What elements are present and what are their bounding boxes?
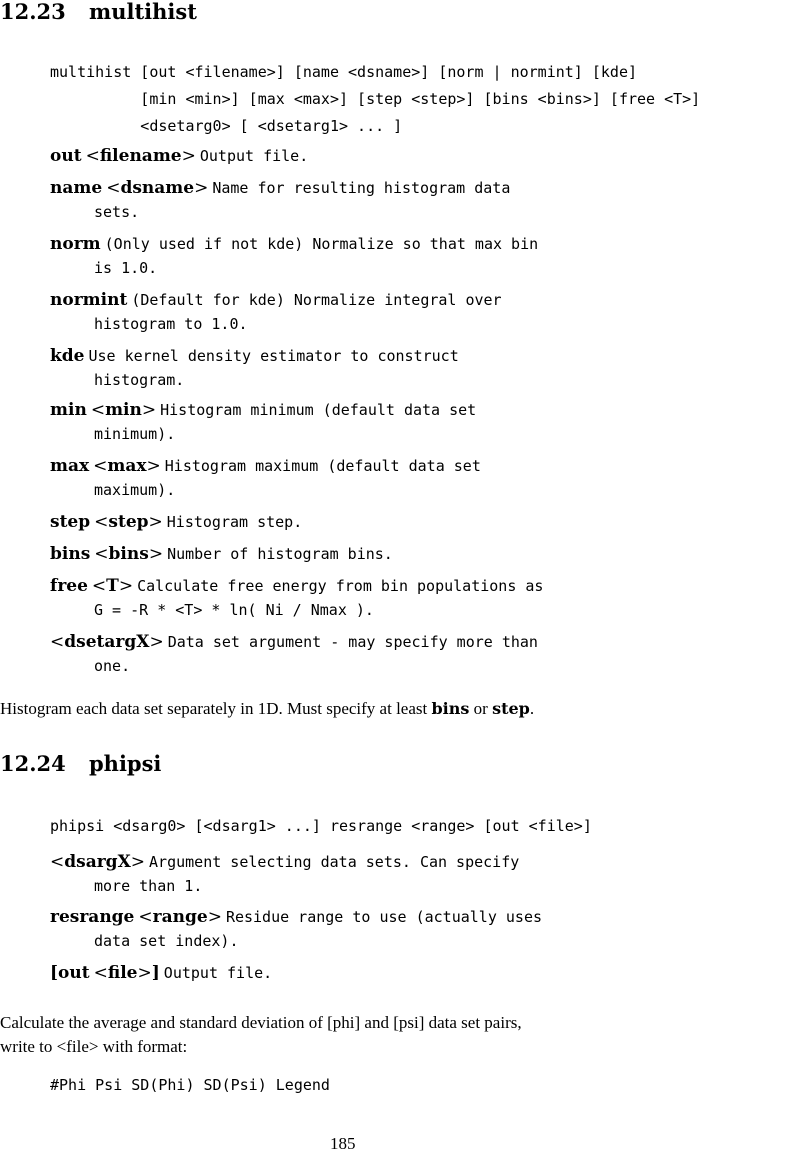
option-key: out — [50, 146, 82, 166]
option-entry — [50, 344, 790, 392]
option-entry — [50, 232, 790, 280]
synopsis-line: multihist [out <filename>] [name <dsname>] [norm | normint] [kde] — [50, 63, 637, 81]
option-desc: (Only used if not kde) Normalize so that max bin — [104, 235, 539, 253]
option-entry: resrange <range> Residue range to use (actually uses data set index). — [50, 905, 790, 953]
format-line: #Phi Psi SD(Phi) SD(Psi) Legend — [50, 1076, 330, 1094]
option-entry: out <filename> Output file. — [50, 146, 309, 166]
option-arg: filename — [99, 146, 182, 166]
option-key: kde — [50, 346, 85, 366]
section-heading-phipsi — [0, 752, 161, 776]
section-title: phipsi — [89, 751, 162, 776]
option-desc: Data set argument - may specify more than — [167, 633, 538, 651]
option-key: norm — [50, 234, 101, 254]
option-desc-cont: histogram to 1.0. — [94, 315, 248, 333]
option-desc-cont: is 1.0. — [94, 259, 158, 277]
option-desc: Use kernel density estimator to construct — [88, 347, 459, 365]
option-entry: [out <file>] Output file. — [50, 963, 273, 983]
synopsis-line: <dsetarg0> [ <dsetarg1> ... ] — [50, 117, 403, 135]
option-key: step — [50, 512, 91, 532]
option-entry: min <min> Histogram minimum (default data set minimum). — [50, 398, 790, 446]
option-desc: Histogram step. — [166, 513, 303, 531]
option-arg: min — [105, 400, 142, 420]
option-arg: dsargX — [64, 852, 131, 872]
option-arg: T — [106, 576, 119, 596]
option-desc-cont: maximum). — [94, 481, 176, 499]
option-arg: dsname — [120, 178, 195, 198]
option-desc: Output file. — [199, 147, 309, 165]
option-key: resrange — [50, 907, 135, 927]
multihist-description: Histogram each data set separately in 1D. Must specify at least bins or step. — [0, 699, 535, 718]
option-key: min — [50, 400, 87, 420]
bold-term: step — [492, 699, 530, 718]
option-entry: free <T> Calculate free energy from bin populations as G = -R * <T> * ln( Ni / Nmax ). — [50, 574, 790, 622]
option-close: ] — [151, 963, 160, 983]
option-desc: Histogram minimum (default data set — [160, 401, 477, 419]
bold-term: bins — [431, 699, 470, 718]
section-heading-multihist — [0, 0, 197, 24]
option-arg: dsetargX — [64, 632, 150, 652]
multihist-synopsis — [50, 59, 700, 140]
option-entry: bins <bins> Number of histogram bins. — [50, 544, 393, 564]
option-arg: range — [152, 907, 208, 927]
option-entry: max <max> Histogram maximum (default data set maximum). — [50, 454, 790, 502]
option-desc-cont: G = -R * <T> * ln( Ni / Nmax ). — [94, 601, 374, 619]
option-desc: Argument selecting data sets. Can specify — [149, 853, 520, 871]
option-desc: Name for resulting histogram data — [212, 179, 511, 197]
option-desc: (Default for kde) Normalize integral over — [131, 291, 502, 309]
option-desc: Histogram maximum (default data set — [164, 457, 481, 475]
option-arg: step — [108, 512, 149, 532]
option-entry: name <dsname> Name for resulting histogram data sets. — [50, 176, 790, 224]
option-arg: file — [107, 963, 138, 983]
option-desc-cont: histogram. — [94, 371, 185, 389]
option-desc: Output file. — [163, 964, 273, 982]
option-key: normint — [50, 290, 128, 310]
option-entry: <dsetargX> Data set argument - may specify more than one. — [50, 630, 790, 678]
option-entry: <dsargX> Argument selecting data sets. Can specify more than 1. — [50, 850, 790, 898]
option-arg: bins — [108, 544, 149, 564]
option-key: [out — [50, 963, 90, 983]
section-number: 12.23 — [0, 0, 66, 24]
synopsis-line: [min <min>] [max <max>] [step <step>] [bins <bins>] [free <T>] — [50, 90, 701, 108]
option-key: free — [50, 576, 88, 596]
phipsi-description: Calculate the average and standard deviation of [phi] and [psi] data set pairs, write to <file> with format: — [0, 1013, 522, 1056]
option-desc-cont: one. — [94, 657, 131, 675]
section-title: multihist — [89, 0, 197, 24]
option-desc: Residue range to use (actually uses — [225, 908, 543, 926]
option-arg: max — [107, 456, 147, 476]
option-desc-cont: sets. — [94, 203, 140, 221]
option-desc-cont: more than 1. — [94, 877, 203, 895]
option-key: bins — [50, 544, 91, 564]
option-key: max — [50, 456, 90, 476]
option-entry — [50, 288, 790, 336]
phipsi-synopsis: phipsi <dsarg0> [<dsarg1> ...] resrange <range> [out <file>] — [50, 817, 592, 835]
option-desc: Number of histogram bins. — [167, 545, 393, 563]
option-desc: Calculate free energy from bin populations as — [137, 577, 544, 595]
section-number: 12.24 — [0, 751, 66, 776]
option-key: name — [50, 178, 103, 198]
option-desc-cont: minimum). — [94, 425, 176, 443]
page-number: 185 — [330, 1134, 356, 1153]
option-desc-cont: data set index). — [94, 932, 239, 950]
option-entry: step <step> Histogram step. — [50, 512, 303, 532]
